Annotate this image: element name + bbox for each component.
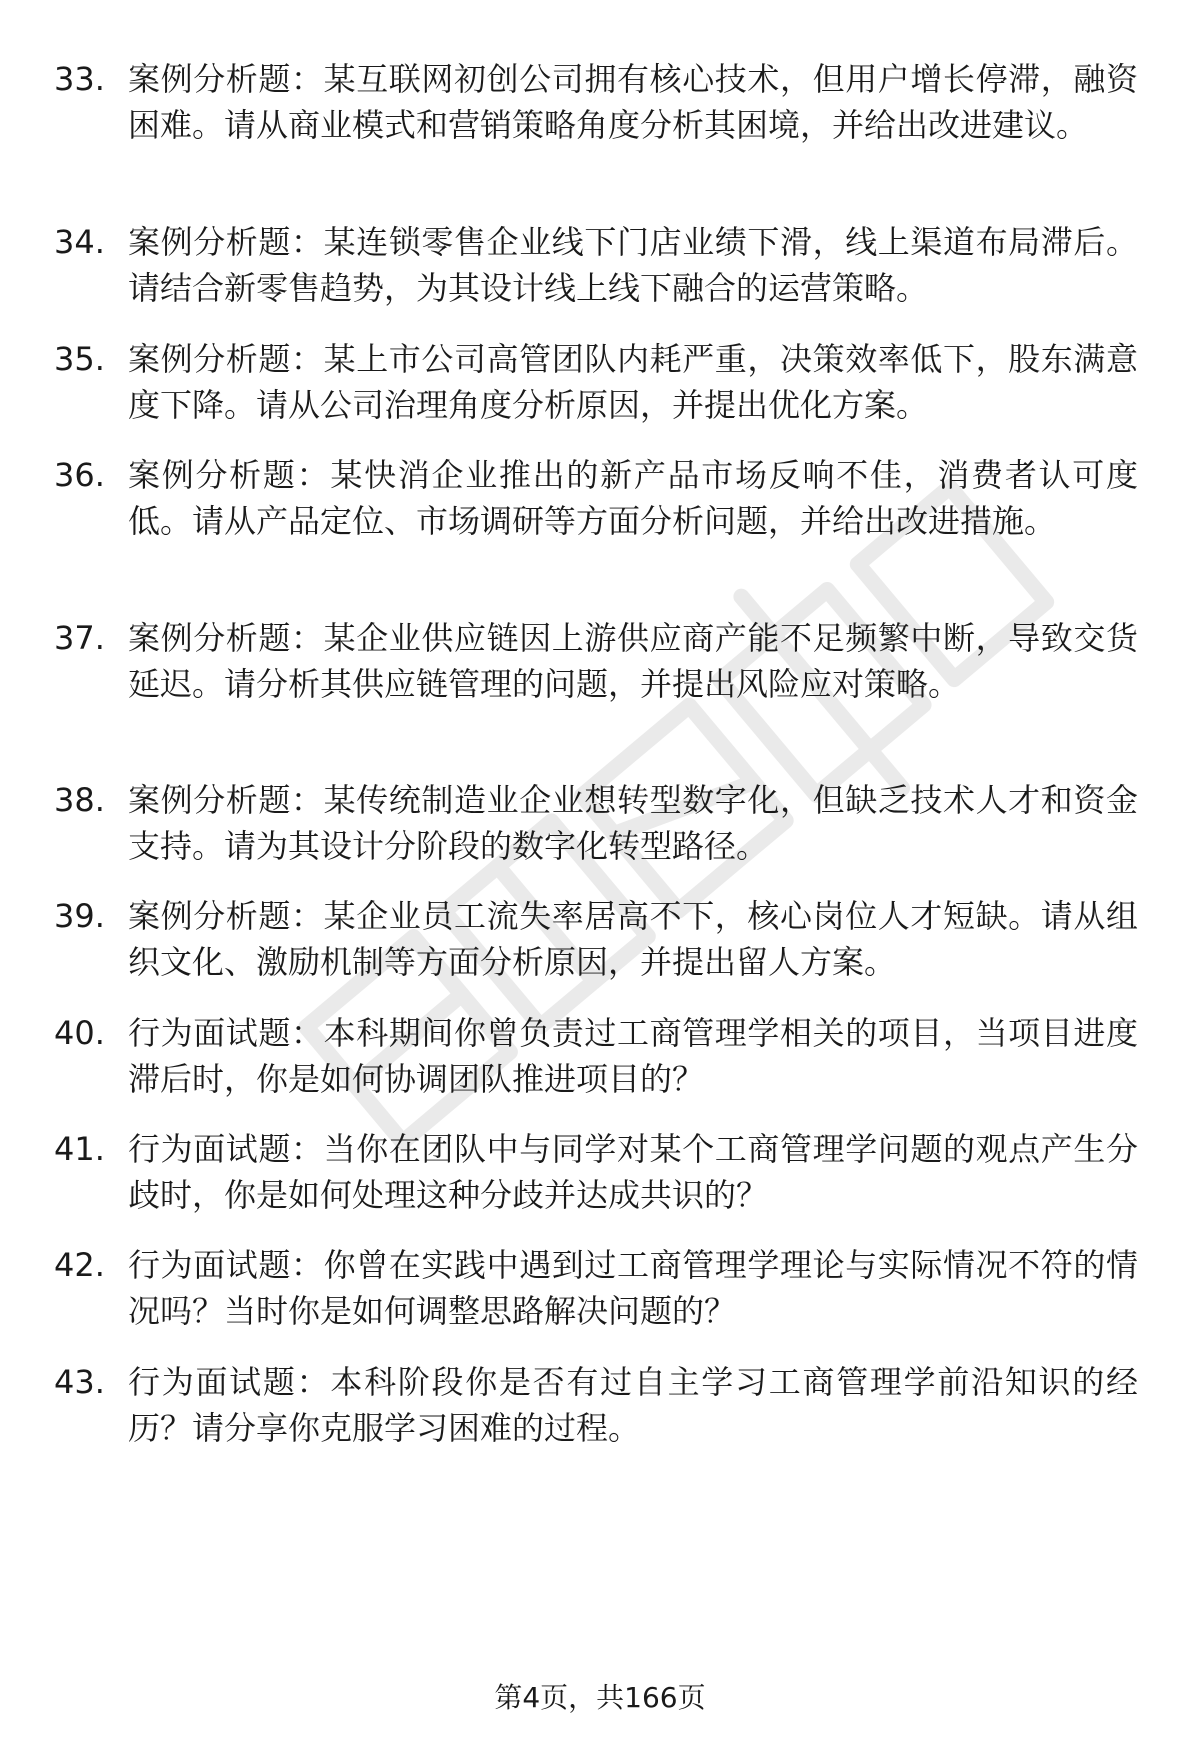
page-number-footer: 第4页，共166页 xyxy=(494,1681,706,1714)
question-text: 行为面试题：你曾在实践中遇到过工商管理学理论与实际情况不符的情况吗？当时你是如何调整思路解决问题的？ xyxy=(128,1246,1138,1330)
question-number: 38. xyxy=(54,781,105,819)
question-number: 43. xyxy=(54,1363,105,1401)
question-number: 34. xyxy=(54,223,105,261)
question-number: 36. xyxy=(54,456,105,494)
question-text: 案例分析题：某企业员工流失率居高不下，核心岗位人才短缺。请从组织文化、激励机制等方面分析原因，并提出留人方案。 xyxy=(128,897,1138,981)
question-text: 行为面试题：本科期间你曾负责过工商管理学相关的项目，当项目进度滞后时，你是如何协调团队推进项目的？ xyxy=(128,1014,1138,1098)
question-number: 33. xyxy=(54,60,105,98)
question-text: 案例分析题：某上市公司高管团队内耗严重，决策效率低下，股东满意度下降。请从公司治理角度分析原因，并提出优化方案。 xyxy=(128,340,1138,424)
question-number: 41. xyxy=(54,1130,105,1168)
question-text: 案例分析题：某传统制造业企业想转型数字化，但缺乏技术人才和资金支持。请为其设计分阶段的数字化转型路径。 xyxy=(128,781,1138,865)
question-text: 案例分析题：某连锁零售企业线下门店业绩下滑，线上渠道布局滞后。请结合新零售趋势，为其设计线上线下融合的运营策略。 xyxy=(128,223,1138,307)
question-text: 案例分析题：某企业供应链因上游供应商产能不足频繁中断，导致交货延迟。请分析其供应链管理的问题，并提出风险应对策略。 xyxy=(128,619,1138,703)
question-number: 37. xyxy=(54,619,105,657)
question-number: 42. xyxy=(54,1246,105,1284)
question-number: 39. xyxy=(54,897,105,935)
question-text: 案例分析题：某快消企业推出的新产品市场反响不佳，消费者认可度低。请从产品定位、市场调研等方面分析问题，并给出改进措施。 xyxy=(128,456,1138,540)
question-number: 35. xyxy=(54,340,105,378)
question-number: 40. xyxy=(54,1014,105,1052)
question-text: 案例分析题：某互联网初创公司拥有核心技术，但用户增长停滞，融资困难。请从商业模式和营销策略角度分析其困境，并给出改进建议。 xyxy=(128,60,1138,144)
question-text: 行为面试题：本科阶段你是否有过自主学习工商管理学前沿知识的经历？请分享你克服学习困难的过程。 xyxy=(128,1363,1138,1447)
question-text: 行为面试题：当你在团队中与同学对某个工商管理学问题的观点产生分歧时，你是如何处理这种分歧并达成共识的？ xyxy=(128,1130,1138,1214)
